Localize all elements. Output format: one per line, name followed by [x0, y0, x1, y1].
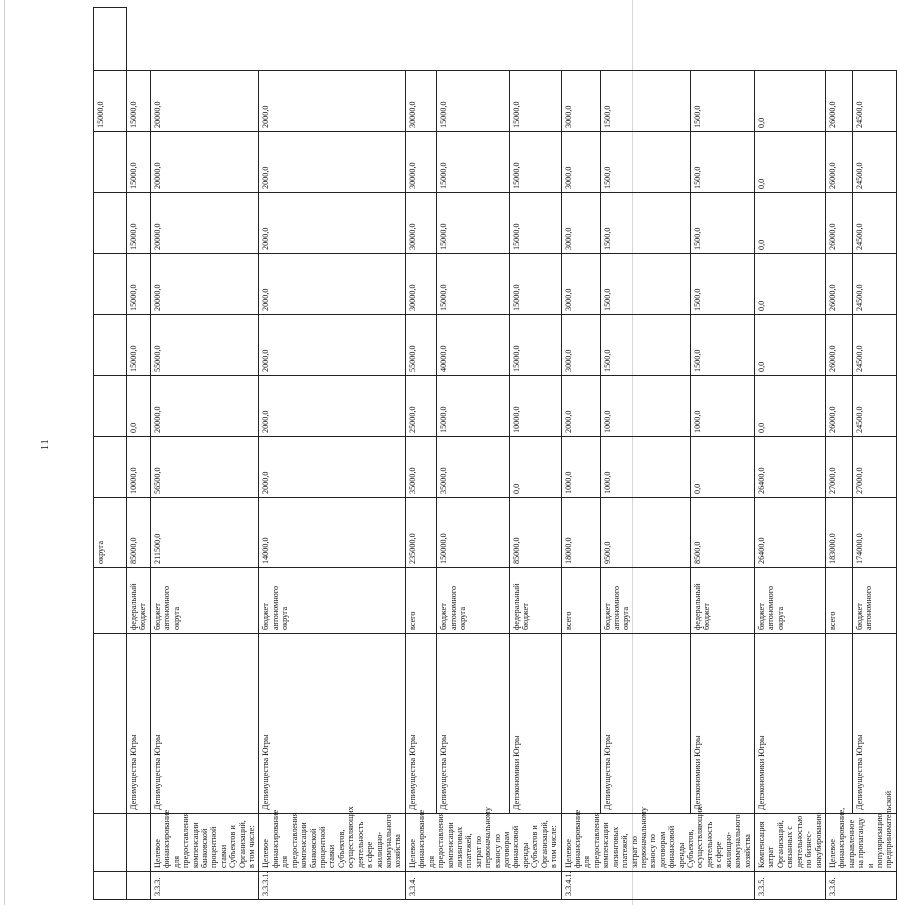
cell-value: 26400,0: [755, 437, 826, 498]
cell-source: федеральный бюджет: [509, 568, 561, 634]
cell-executor: Депэкономики Югры: [755, 634, 826, 814]
cell-value: 1500,0: [690, 132, 754, 193]
table-row: [755, 8, 826, 900]
table-row: [825, 8, 852, 900]
cell-value: [94, 254, 127, 315]
cell-value: 0,0: [755, 132, 826, 193]
cell-item-title: Целевое финансирование, направленное на пропаганду и популяризацию предпринимательской: [825, 814, 896, 872]
cell-value: 1500,0: [600, 71, 690, 132]
cell-value: 1500,0: [690, 315, 754, 376]
financing-table: [93, 7, 897, 900]
cell-value: [94, 315, 127, 376]
cell-source: федеральный бюджет: [690, 568, 754, 634]
cell-value: 15000,0: [437, 193, 509, 254]
cell-value: 15000,0: [509, 71, 561, 132]
cell-value: 3000,0: [561, 254, 600, 315]
cell-value: 0,0: [755, 71, 826, 132]
cell-empty: [94, 568, 127, 634]
cell-item-title: [127, 814, 151, 872]
cell-value: [94, 437, 127, 498]
cell-executor: Депимущества Югры: [150, 634, 259, 814]
cell-item-number: 3.3.3.: [150, 872, 259, 900]
table-row: [150, 8, 259, 900]
cell-value: 15000,0: [127, 315, 151, 376]
cell-value: 15000,0: [437, 71, 509, 132]
table-row-top: [94, 8, 127, 900]
cell-value: 24500,0: [852, 193, 896, 254]
cell-value: 1500,0: [690, 193, 754, 254]
cell-value: 20000,0: [150, 132, 259, 193]
cell-value: 20000,0: [150, 254, 259, 315]
cell-value: 15000,0: [127, 71, 151, 132]
cell-item-title: Целевое финансирование для предоставления компенсации банковской процентной ставки Субъектов, осуществляющих деятельность в сфере жилищно-коммунального хозяйства: [259, 814, 405, 872]
cell-value: [94, 8, 127, 71]
cell-value: 2000,0: [259, 193, 405, 254]
cell-source: бюджет автономного: [852, 568, 896, 634]
cell-value: 20000,0: [150, 71, 259, 132]
cell-executor: Депимущества Югры: [852, 634, 896, 814]
cell-value: 24500,0: [852, 254, 896, 315]
cell-value: 20000,0: [150, 376, 259, 437]
cell-value: 24500,0: [852, 376, 896, 437]
cell-value: 174000,0: [852, 498, 896, 568]
cell-value: [94, 132, 127, 193]
cell-value: 2000,0: [561, 376, 600, 437]
cell-value: 0,0: [755, 315, 826, 376]
cell-value: 20000,0: [150, 193, 259, 254]
table-row: [437, 8, 509, 900]
cell-item-title: Целевое финансирование для предоставления компенсации лизинговых платежей, затрат по первоначальному взносу по договорам финансовой аренды Субъектов и Организаций, в том числе:: [405, 814, 561, 872]
cell-value: 35000,0: [405, 437, 436, 498]
cell-value: 1500,0: [600, 193, 690, 254]
cell-value: 26000,0: [825, 315, 852, 376]
cell-value: 55000,0: [150, 315, 259, 376]
cell-executor: Депимущества Югры: [259, 634, 405, 814]
cell-executor: [561, 634, 600, 814]
cell-value: 85000,0: [509, 498, 561, 568]
cell-value: 3000,0: [561, 132, 600, 193]
cell-value: 24500,0: [852, 132, 896, 193]
cell-source: всего: [825, 568, 852, 634]
cell-source: бюджет автономного округа: [437, 568, 509, 634]
scan-edge-left: [4, 0, 5, 905]
cell-value: 15000,0: [127, 193, 151, 254]
cell-value: 15000,0: [509, 254, 561, 315]
rotated-table-wrapper: [93, 8, 894, 900]
cell-value: 15000,0: [437, 254, 509, 315]
cell-executor: Депимущества Югры: [127, 634, 151, 814]
cell-executor: Депэкономики Югры: [690, 634, 754, 814]
cell-value: 27000,0: [852, 437, 896, 498]
cell-value: 10000,0: [127, 437, 151, 498]
cell-source: всего: [561, 568, 600, 634]
cell-executor: [825, 634, 852, 814]
cell-value: 25000,0: [405, 376, 436, 437]
cell-item-title: Целевое финансирование для предоставления компенсации банковской процентной ставки Субъектов и Организаций, в том числе:: [150, 814, 259, 872]
cell-value: 2000,0: [259, 254, 405, 315]
cell-item-number: 3.3.6.: [825, 872, 896, 900]
cell-value: [94, 193, 127, 254]
cell-value: 2000,0: [259, 376, 405, 437]
cell-value: 24500,0: [852, 315, 896, 376]
cell-value: 8500,0: [690, 498, 754, 568]
cell-source: бюджет автономного округа: [150, 568, 259, 634]
cell-value: 1500,0: [690, 71, 754, 132]
cell-empty: [94, 634, 127, 814]
cell-value: 10000,0: [509, 376, 561, 437]
cell-source: бюджет автономного округа: [259, 568, 405, 634]
cell-value: 3000,0: [561, 71, 600, 132]
table-row: [127, 8, 151, 900]
cell-item-number: 3.3.4.1.: [561, 872, 754, 900]
cell-value: 14000,0: [259, 498, 405, 568]
cell-value: 1500,0: [600, 132, 690, 193]
table-row: [509, 8, 561, 900]
cell-value: 26000,0: [825, 193, 852, 254]
table-body: [94, 8, 897, 900]
page-number: 11: [40, 438, 51, 450]
cell-source: федеральный бюджет: [127, 568, 151, 634]
cell-value: 1000,0: [690, 376, 754, 437]
cell-value: 0,0: [127, 376, 151, 437]
cell-item-number: [127, 872, 151, 900]
cell-executor: Депимущества Югры: [405, 634, 436, 814]
cell-item-number: 3.3.3.1.: [259, 872, 405, 900]
cell-value: 26400,0: [755, 498, 826, 568]
cell-value: 30000,0: [405, 132, 436, 193]
cell-value: 3000,0: [561, 193, 600, 254]
cell-value: 26000,0: [825, 376, 852, 437]
cell-value: 15000,0: [437, 376, 509, 437]
cell-value: 1000,0: [600, 437, 690, 498]
cell-value: 15000,0: [94, 71, 127, 132]
cell-value: 30000,0: [405, 193, 436, 254]
cell-value: 1500,0: [600, 254, 690, 315]
cell-value: 18000,0: [561, 498, 600, 568]
cell-executor: Депимущества Югры: [600, 634, 690, 814]
table-row: [259, 8, 405, 900]
cell-value: 15000,0: [437, 132, 509, 193]
cell-item-number: 3.3.4.: [405, 872, 561, 900]
cell-value: 3000,0: [561, 315, 600, 376]
table-row: [690, 8, 754, 900]
cell-value: 30000,0: [405, 254, 436, 315]
cell-value: 0,0: [509, 437, 561, 498]
cell-value: 85000,0: [127, 498, 151, 568]
cell-value: 183000,0: [825, 498, 852, 568]
cell-value: 1500,0: [690, 254, 754, 315]
cell-value: 2000,0: [259, 437, 405, 498]
table-row: [405, 8, 436, 900]
table-row: [600, 8, 690, 900]
cell-value: 150000,0: [437, 498, 509, 568]
cell-value: 15000,0: [509, 315, 561, 376]
cell-executor: Депэкономики Югры: [509, 634, 561, 814]
cell-value: 2000,0: [259, 132, 405, 193]
cell-value: 2000,0: [259, 315, 405, 376]
cell-value: 56500,0: [150, 437, 259, 498]
cell-item-number: 3.3.5.: [755, 872, 826, 900]
cell-value: 0,0: [690, 437, 754, 498]
cell-empty: [94, 814, 127, 872]
cell-value: 1000,0: [561, 437, 600, 498]
cell-source: бюджет автономного округа: [755, 568, 826, 634]
cell-value: 9500,0: [600, 498, 690, 568]
cell-value: 15000,0: [127, 132, 151, 193]
cell-value: 2000,0: [259, 71, 405, 132]
cell-value: 0,0: [755, 254, 826, 315]
cell-value: 26000,0: [825, 71, 852, 132]
cell-value: 15000,0: [509, 132, 561, 193]
cell-item-title: Компенсация затрат Организаций, связанных с деятельностью по бизнес-инкубированию: [755, 814, 826, 872]
cell-value: 24500,0: [852, 71, 896, 132]
cell-source: округа: [94, 498, 127, 568]
cell-value: 15000,0: [127, 254, 151, 315]
table-row: [852, 8, 896, 900]
cell-source: бюджет автономного округа: [600, 568, 690, 634]
cell-value: 1500,0: [600, 315, 690, 376]
cell-source: всего: [405, 568, 436, 634]
cell-value: 211500,0: [150, 498, 259, 568]
cell-value: 55000,0: [405, 315, 436, 376]
cell-value: 35000,0: [437, 437, 509, 498]
cell-empty: [94, 872, 127, 900]
cell-value: 26000,0: [825, 132, 852, 193]
cell-value: 235000,0: [405, 498, 436, 568]
cell-item-title: Целевое финансирование для предоставления компенсации лизинговых платежей, затрат по первоначальному взносу по договорам финансовой аренды Субъектов, осуществляющих деятельность в сфере жилищно-коммунального хозяйства: [561, 814, 754, 872]
cell-value: 0,0: [755, 193, 826, 254]
cell-executor: Депимущества Югры: [437, 634, 509, 814]
cell-value: 27000,0: [825, 437, 852, 498]
cell-value: 1000,0: [600, 376, 690, 437]
cell-value: 26000,0: [825, 254, 852, 315]
cell-value: 15000,0: [509, 193, 561, 254]
cell-value: 30000,0: [405, 71, 436, 132]
cell-value: [94, 376, 127, 437]
cell-value: 40000,0: [437, 315, 509, 376]
cell-value: 0,0: [755, 376, 826, 437]
table-row: [561, 8, 600, 900]
